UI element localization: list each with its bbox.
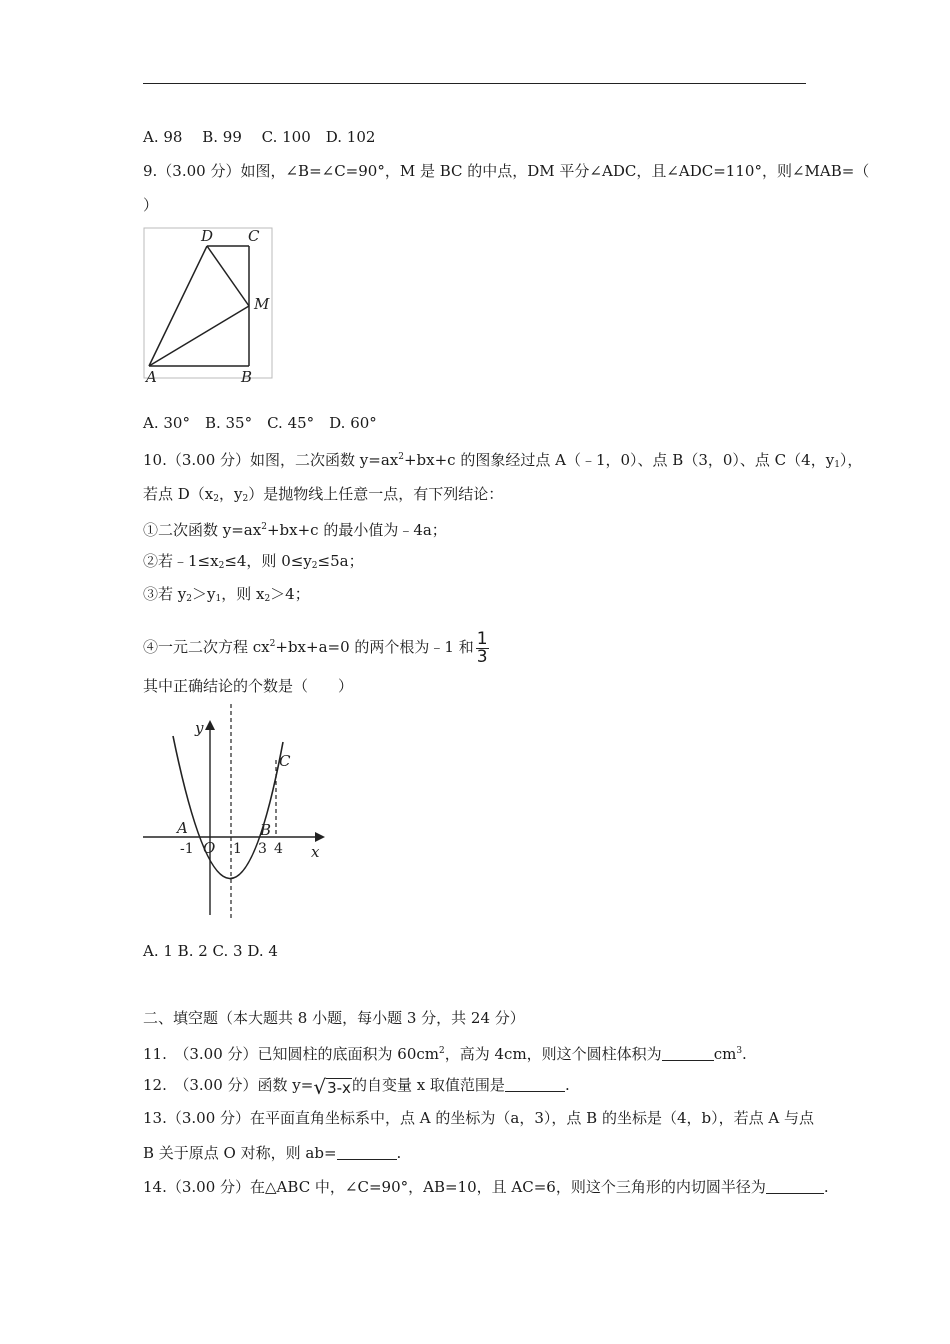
- tick-label-1: 1: [233, 841, 242, 857]
- section2-title: 二、填空题（本大题共 8 小题，每小题 3 分，共 24 分）: [143, 1009, 525, 1027]
- q10-figure: [143, 700, 343, 925]
- segment-dm: [207, 246, 249, 306]
- q10-question: 其中正确结论的个数是（ ）: [143, 677, 354, 695]
- q11-answer-blank: [662, 1046, 714, 1061]
- q10-conclusion-2: ②若$﹣1\le x_2\le 4$，则 $0\le y_2\le 5a$；: [143, 552, 364, 571]
- sqrt-expression: √ 3-x: [313, 1075, 351, 1099]
- label-d: D: [201, 227, 214, 245]
- y-axis-arrow: [205, 720, 215, 730]
- label-a: A: [177, 819, 188, 837]
- q9-options: A. 30° B. 35° C. 45° D. 60°: [143, 414, 377, 432]
- q10-options: A. 1 B. 2 C. 3 D. 4: [143, 942, 278, 960]
- q10-conclusion-3: ③若 $y_2>y_1$，则 $x_2>4$；: [143, 585, 310, 604]
- q10-stem-line1: 10.（3.00 分）如图，二次函数 $y=ax^2+bx+c$ 的图象经过点 A（﹣1，0）、点 B（3，0）、点 C（4，$y_1$），: [143, 451, 863, 470]
- q13-answer-blank: [337, 1145, 397, 1160]
- label-b: B: [260, 821, 272, 839]
- label-m: M: [254, 295, 270, 313]
- q12-answer-blank: [505, 1077, 565, 1092]
- q8-options: A. 98 B. 99 C. 100 D. 102: [143, 128, 376, 146]
- label-c: C: [248, 227, 260, 245]
- tick-label-neg1: -1: [180, 841, 194, 857]
- label-x: x: [311, 843, 320, 861]
- q9-stem: 9.（3.00 分）如图，∠B=∠C=90°，M 是 BC 的中点，DM 平分∠ADC，且∠ADC=110°，则∠MAB=（: [143, 162, 870, 180]
- q9-stem-close: ）: [143, 196, 159, 214]
- tick-label-4: 4: [274, 841, 283, 857]
- tick-label-3: 3: [258, 841, 267, 857]
- q9-figure-frame: [144, 228, 272, 378]
- label-a: A: [146, 368, 157, 386]
- q10-conclusion-1: ①二次函数 $y=ax^2+bx+c$ 的最小值为﹣4a；: [143, 521, 447, 539]
- q10-conclusion-4: ④一元二次方程 $cx^2+bx+a=0$ 的两个根为﹣1 和 $\frac{1}{3}$: [143, 628, 488, 667]
- q14: 14.（3.00 分）在△ABC 中，∠C=90°，AB=10，且 AC=6，则这个三角形的内切圆半径为 .: [143, 1178, 829, 1196]
- parabola: [173, 736, 283, 879]
- q9-figure: [143, 222, 283, 387]
- label-y: y: [195, 719, 204, 737]
- q13-line2: B 关于原点 O 对称，则 ab= .: [143, 1144, 402, 1162]
- label-b: B: [241, 368, 253, 386]
- header-rule: [143, 83, 806, 84]
- q10-stem-line2: 若点 $D(x_2$，$y_2$）是抛物线上任意一点，有下列结论：: [143, 485, 504, 504]
- q12: 12. （3.00 分）函数 y= √ 3-x 的自变量 x 取值范围是 .: [143, 1075, 570, 1099]
- q13-line1: 13.（3.00 分）在平面直角坐标系中，点 A 的坐标为（a，3），点 B 的坐标是（4，b），若点 A 与点: [143, 1109, 814, 1127]
- label-c: C: [279, 752, 291, 770]
- q14-answer-blank: [766, 1179, 824, 1194]
- q11: 11. （3.00 分）已知圆柱的底面积为 $60cm^2$，高为 4cm，则这个圆柱体积为 $cm^3$.: [143, 1045, 747, 1063]
- x-axis-arrow: [315, 832, 325, 842]
- label-o: O: [203, 839, 216, 857]
- fraction-one-third: $\frac{1}{3}$: [476, 628, 488, 667]
